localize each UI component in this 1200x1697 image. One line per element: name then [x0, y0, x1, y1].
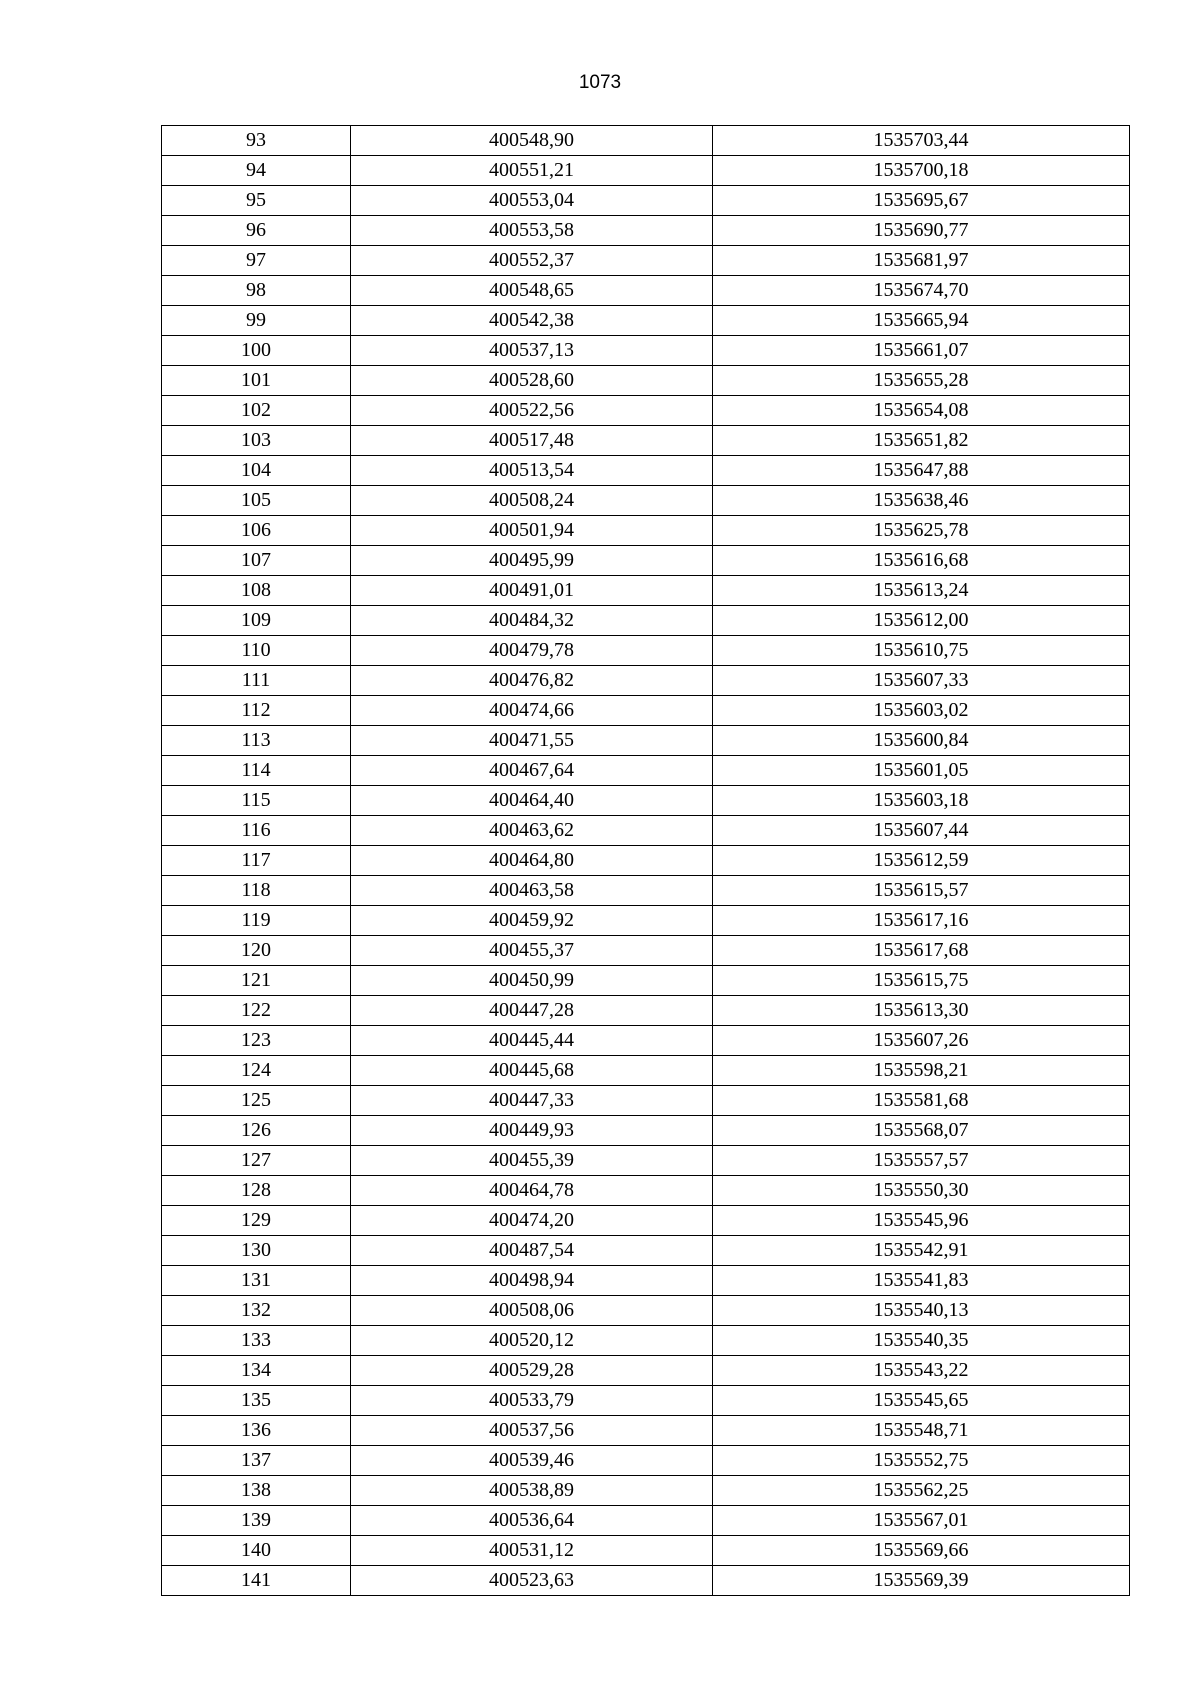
y-coordinate-cell: 1535552,75	[713, 1446, 1130, 1476]
y-coordinate-cell: 1535545,65	[713, 1386, 1130, 1416]
y-coordinate-cell: 1535615,75	[713, 966, 1130, 996]
table-row	[162, 1566, 1130, 1596]
point-number-cell: 112	[162, 696, 351, 726]
page-number: 1073	[578, 72, 622, 93]
y-coordinate-cell: 1535617,16	[713, 906, 1130, 936]
y-coordinate-cell: 1535567,01	[713, 1506, 1130, 1536]
point-number-cell: 106	[162, 516, 351, 546]
table-row	[162, 1326, 1130, 1356]
point-number-cell: 107	[162, 546, 351, 576]
x-coordinate-cell: 400464,78	[351, 1176, 713, 1206]
table-row	[162, 246, 1130, 276]
x-coordinate-cell: 400537,56	[351, 1416, 713, 1446]
table-row	[162, 336, 1130, 366]
point-number-cell: 114	[162, 756, 351, 786]
table-row	[162, 696, 1130, 726]
x-coordinate-cell: 400531,12	[351, 1536, 713, 1566]
x-coordinate-cell: 400528,60	[351, 366, 713, 396]
y-coordinate-cell: 1535654,08	[713, 396, 1130, 426]
point-number-cell: 127	[162, 1146, 351, 1176]
table-row	[162, 576, 1130, 606]
point-number-cell: 116	[162, 816, 351, 846]
point-number-cell: 124	[162, 1056, 351, 1086]
point-number-cell: 111	[162, 666, 351, 696]
point-number-cell: 113	[162, 726, 351, 756]
y-coordinate-cell: 1535540,35	[713, 1326, 1130, 1356]
coordinates-table-body	[162, 126, 1130, 1596]
y-coordinate-cell: 1535550,30	[713, 1176, 1130, 1206]
point-number-cell: 128	[162, 1176, 351, 1206]
x-coordinate-cell: 400463,62	[351, 816, 713, 846]
y-coordinate-cell: 1535545,96	[713, 1206, 1130, 1236]
table-row	[162, 636, 1130, 666]
y-coordinate-cell: 1535598,21	[713, 1056, 1130, 1086]
x-coordinate-cell: 400447,28	[351, 996, 713, 1026]
y-coordinate-cell: 1535542,91	[713, 1236, 1130, 1266]
y-coordinate-cell: 1535681,97	[713, 246, 1130, 276]
table-row	[162, 366, 1130, 396]
x-coordinate-cell: 400520,12	[351, 1326, 713, 1356]
point-number-cell: 121	[162, 966, 351, 996]
y-coordinate-cell: 1535557,57	[713, 1146, 1130, 1176]
x-coordinate-cell: 400542,38	[351, 306, 713, 336]
x-coordinate-cell: 400517,48	[351, 426, 713, 456]
x-coordinate-cell: 400474,66	[351, 696, 713, 726]
x-coordinate-cell: 400539,46	[351, 1446, 713, 1476]
y-coordinate-cell: 1535665,94	[713, 306, 1130, 336]
table-row	[162, 816, 1130, 846]
table-row	[162, 936, 1130, 966]
table-row	[162, 1446, 1130, 1476]
table-row	[162, 1266, 1130, 1296]
x-coordinate-cell: 400455,39	[351, 1146, 713, 1176]
point-number-cell: 108	[162, 576, 351, 606]
x-coordinate-cell: 400553,58	[351, 216, 713, 246]
x-coordinate-cell: 400455,37	[351, 936, 713, 966]
y-coordinate-cell: 1535548,71	[713, 1416, 1130, 1446]
y-coordinate-cell: 1535617,68	[713, 936, 1130, 966]
x-coordinate-cell: 400495,99	[351, 546, 713, 576]
table-row	[162, 1506, 1130, 1536]
x-coordinate-cell: 400449,93	[351, 1116, 713, 1146]
point-number-cell: 95	[162, 186, 351, 216]
table-row	[162, 396, 1130, 426]
x-coordinate-cell: 400536,64	[351, 1506, 713, 1536]
point-number-cell: 132	[162, 1296, 351, 1326]
x-coordinate-cell: 400498,94	[351, 1266, 713, 1296]
x-coordinate-cell: 400523,63	[351, 1566, 713, 1596]
point-number-cell: 117	[162, 846, 351, 876]
y-coordinate-cell: 1535661,07	[713, 336, 1130, 366]
point-number-cell: 130	[162, 1236, 351, 1266]
x-coordinate-cell: 400467,64	[351, 756, 713, 786]
point-number-cell: 134	[162, 1356, 351, 1386]
y-coordinate-cell: 1535613,24	[713, 576, 1130, 606]
point-number-cell: 99	[162, 306, 351, 336]
table-row	[162, 486, 1130, 516]
table-row	[162, 1026, 1130, 1056]
table-row	[162, 876, 1130, 906]
table-row	[162, 456, 1130, 486]
x-coordinate-cell: 400447,33	[351, 1086, 713, 1116]
table-row	[162, 846, 1130, 876]
table-row	[162, 1176, 1130, 1206]
x-coordinate-cell: 400464,40	[351, 786, 713, 816]
y-coordinate-cell: 1535607,33	[713, 666, 1130, 696]
point-number-cell: 101	[162, 366, 351, 396]
y-coordinate-cell: 1535603,18	[713, 786, 1130, 816]
y-coordinate-cell: 1535540,13	[713, 1296, 1130, 1326]
table-row	[162, 1296, 1130, 1326]
y-coordinate-cell: 1535581,68	[713, 1086, 1130, 1116]
point-number-cell: 135	[162, 1386, 351, 1416]
x-coordinate-cell: 400552,37	[351, 246, 713, 276]
y-coordinate-cell: 1535616,68	[713, 546, 1130, 576]
point-number-cell: 110	[162, 636, 351, 666]
y-coordinate-cell: 1535700,18	[713, 156, 1130, 186]
point-number-cell: 98	[162, 276, 351, 306]
point-number-cell: 118	[162, 876, 351, 906]
table-row	[162, 1476, 1130, 1506]
point-number-cell: 122	[162, 996, 351, 1026]
y-coordinate-cell: 1535601,05	[713, 756, 1130, 786]
x-coordinate-cell: 400476,82	[351, 666, 713, 696]
table-row	[162, 786, 1130, 816]
table-row	[162, 726, 1130, 756]
point-number-cell: 123	[162, 1026, 351, 1056]
point-number-cell: 103	[162, 426, 351, 456]
point-number-cell: 125	[162, 1086, 351, 1116]
x-coordinate-cell: 400508,06	[351, 1296, 713, 1326]
point-number-cell: 105	[162, 486, 351, 516]
y-coordinate-cell: 1535568,07	[713, 1116, 1130, 1146]
point-number-cell: 93	[162, 126, 351, 156]
y-coordinate-cell: 1535625,78	[713, 516, 1130, 546]
x-coordinate-cell: 400501,94	[351, 516, 713, 546]
coordinates-table	[161, 125, 1130, 1596]
table-row	[162, 546, 1130, 576]
y-coordinate-cell: 1535655,28	[713, 366, 1130, 396]
table-row	[162, 1386, 1130, 1416]
x-coordinate-cell: 400548,65	[351, 276, 713, 306]
table-row	[162, 1056, 1130, 1086]
table-row	[162, 516, 1130, 546]
table-row	[162, 966, 1130, 996]
x-coordinate-cell: 400551,21	[351, 156, 713, 186]
y-coordinate-cell: 1535603,02	[713, 696, 1130, 726]
table-row	[162, 1206, 1130, 1236]
point-number-cell: 102	[162, 396, 351, 426]
table-row	[162, 186, 1130, 216]
x-coordinate-cell: 400464,80	[351, 846, 713, 876]
x-coordinate-cell: 400445,44	[351, 1026, 713, 1056]
table-row	[162, 756, 1130, 786]
x-coordinate-cell: 400479,78	[351, 636, 713, 666]
point-number-cell: 126	[162, 1116, 351, 1146]
x-coordinate-cell: 400463,58	[351, 876, 713, 906]
y-coordinate-cell: 1535600,84	[713, 726, 1130, 756]
point-number-cell: 104	[162, 456, 351, 486]
point-number-cell: 138	[162, 1476, 351, 1506]
x-coordinate-cell: 400508,24	[351, 486, 713, 516]
table-row	[162, 906, 1130, 936]
point-number-cell: 141	[162, 1566, 351, 1596]
x-coordinate-cell: 400445,68	[351, 1056, 713, 1086]
y-coordinate-cell: 1535607,26	[713, 1026, 1130, 1056]
y-coordinate-cell: 1535607,44	[713, 816, 1130, 846]
x-coordinate-cell: 400474,20	[351, 1206, 713, 1236]
x-coordinate-cell: 400533,79	[351, 1386, 713, 1416]
x-coordinate-cell: 400491,01	[351, 576, 713, 606]
x-coordinate-cell: 400459,92	[351, 906, 713, 936]
y-coordinate-cell: 1535638,46	[713, 486, 1130, 516]
table-row	[162, 1356, 1130, 1386]
y-coordinate-cell: 1535647,88	[713, 456, 1130, 486]
point-number-cell: 140	[162, 1536, 351, 1566]
x-coordinate-cell: 400537,13	[351, 336, 713, 366]
table-row	[162, 1086, 1130, 1116]
x-coordinate-cell: 400450,99	[351, 966, 713, 996]
table-row	[162, 606, 1130, 636]
table-row	[162, 216, 1130, 246]
table-row	[162, 1416, 1130, 1446]
y-coordinate-cell: 1535695,67	[713, 186, 1130, 216]
point-number-cell: 97	[162, 246, 351, 276]
y-coordinate-cell: 1535674,70	[713, 276, 1130, 306]
point-number-cell: 109	[162, 606, 351, 636]
y-coordinate-cell: 1535612,00	[713, 606, 1130, 636]
y-coordinate-cell: 1535703,44	[713, 126, 1130, 156]
x-coordinate-cell: 400538,89	[351, 1476, 713, 1506]
point-number-cell: 133	[162, 1326, 351, 1356]
x-coordinate-cell: 400548,90	[351, 126, 713, 156]
point-number-cell: 136	[162, 1416, 351, 1446]
y-coordinate-cell: 1535541,83	[713, 1266, 1130, 1296]
table-row	[162, 126, 1130, 156]
table-row	[162, 996, 1130, 1026]
table-row	[162, 1536, 1130, 1566]
point-number-cell: 115	[162, 786, 351, 816]
y-coordinate-cell: 1535562,25	[713, 1476, 1130, 1506]
x-coordinate-cell: 400484,32	[351, 606, 713, 636]
point-number-cell: 131	[162, 1266, 351, 1296]
point-number-cell: 96	[162, 216, 351, 246]
y-coordinate-cell: 1535690,77	[713, 216, 1130, 246]
y-coordinate-cell: 1535543,22	[713, 1356, 1130, 1386]
y-coordinate-cell: 1535569,66	[713, 1536, 1130, 1566]
point-number-cell: 139	[162, 1506, 351, 1536]
table-row	[162, 306, 1130, 336]
point-number-cell: 120	[162, 936, 351, 966]
table-row	[162, 1236, 1130, 1266]
table-row	[162, 1146, 1130, 1176]
point-number-cell: 94	[162, 156, 351, 186]
y-coordinate-cell: 1535613,30	[713, 996, 1130, 1026]
x-coordinate-cell: 400513,54	[351, 456, 713, 486]
point-number-cell: 137	[162, 1446, 351, 1476]
x-coordinate-cell: 400522,56	[351, 396, 713, 426]
y-coordinate-cell: 1535615,57	[713, 876, 1130, 906]
x-coordinate-cell: 400529,28	[351, 1356, 713, 1386]
y-coordinate-cell: 1535569,39	[713, 1566, 1130, 1596]
x-coordinate-cell: 400553,04	[351, 186, 713, 216]
table-row	[162, 276, 1130, 306]
table-row	[162, 156, 1130, 186]
x-coordinate-cell: 400471,55	[351, 726, 713, 756]
table-row	[162, 426, 1130, 456]
point-number-cell: 100	[162, 336, 351, 366]
y-coordinate-cell: 1535612,59	[713, 846, 1130, 876]
table-row	[162, 666, 1130, 696]
table-row	[162, 1116, 1130, 1146]
y-coordinate-cell: 1535610,75	[713, 636, 1130, 666]
point-number-cell: 119	[162, 906, 351, 936]
x-coordinate-cell: 400487,54	[351, 1236, 713, 1266]
y-coordinate-cell: 1535651,82	[713, 426, 1130, 456]
point-number-cell: 129	[162, 1206, 351, 1236]
